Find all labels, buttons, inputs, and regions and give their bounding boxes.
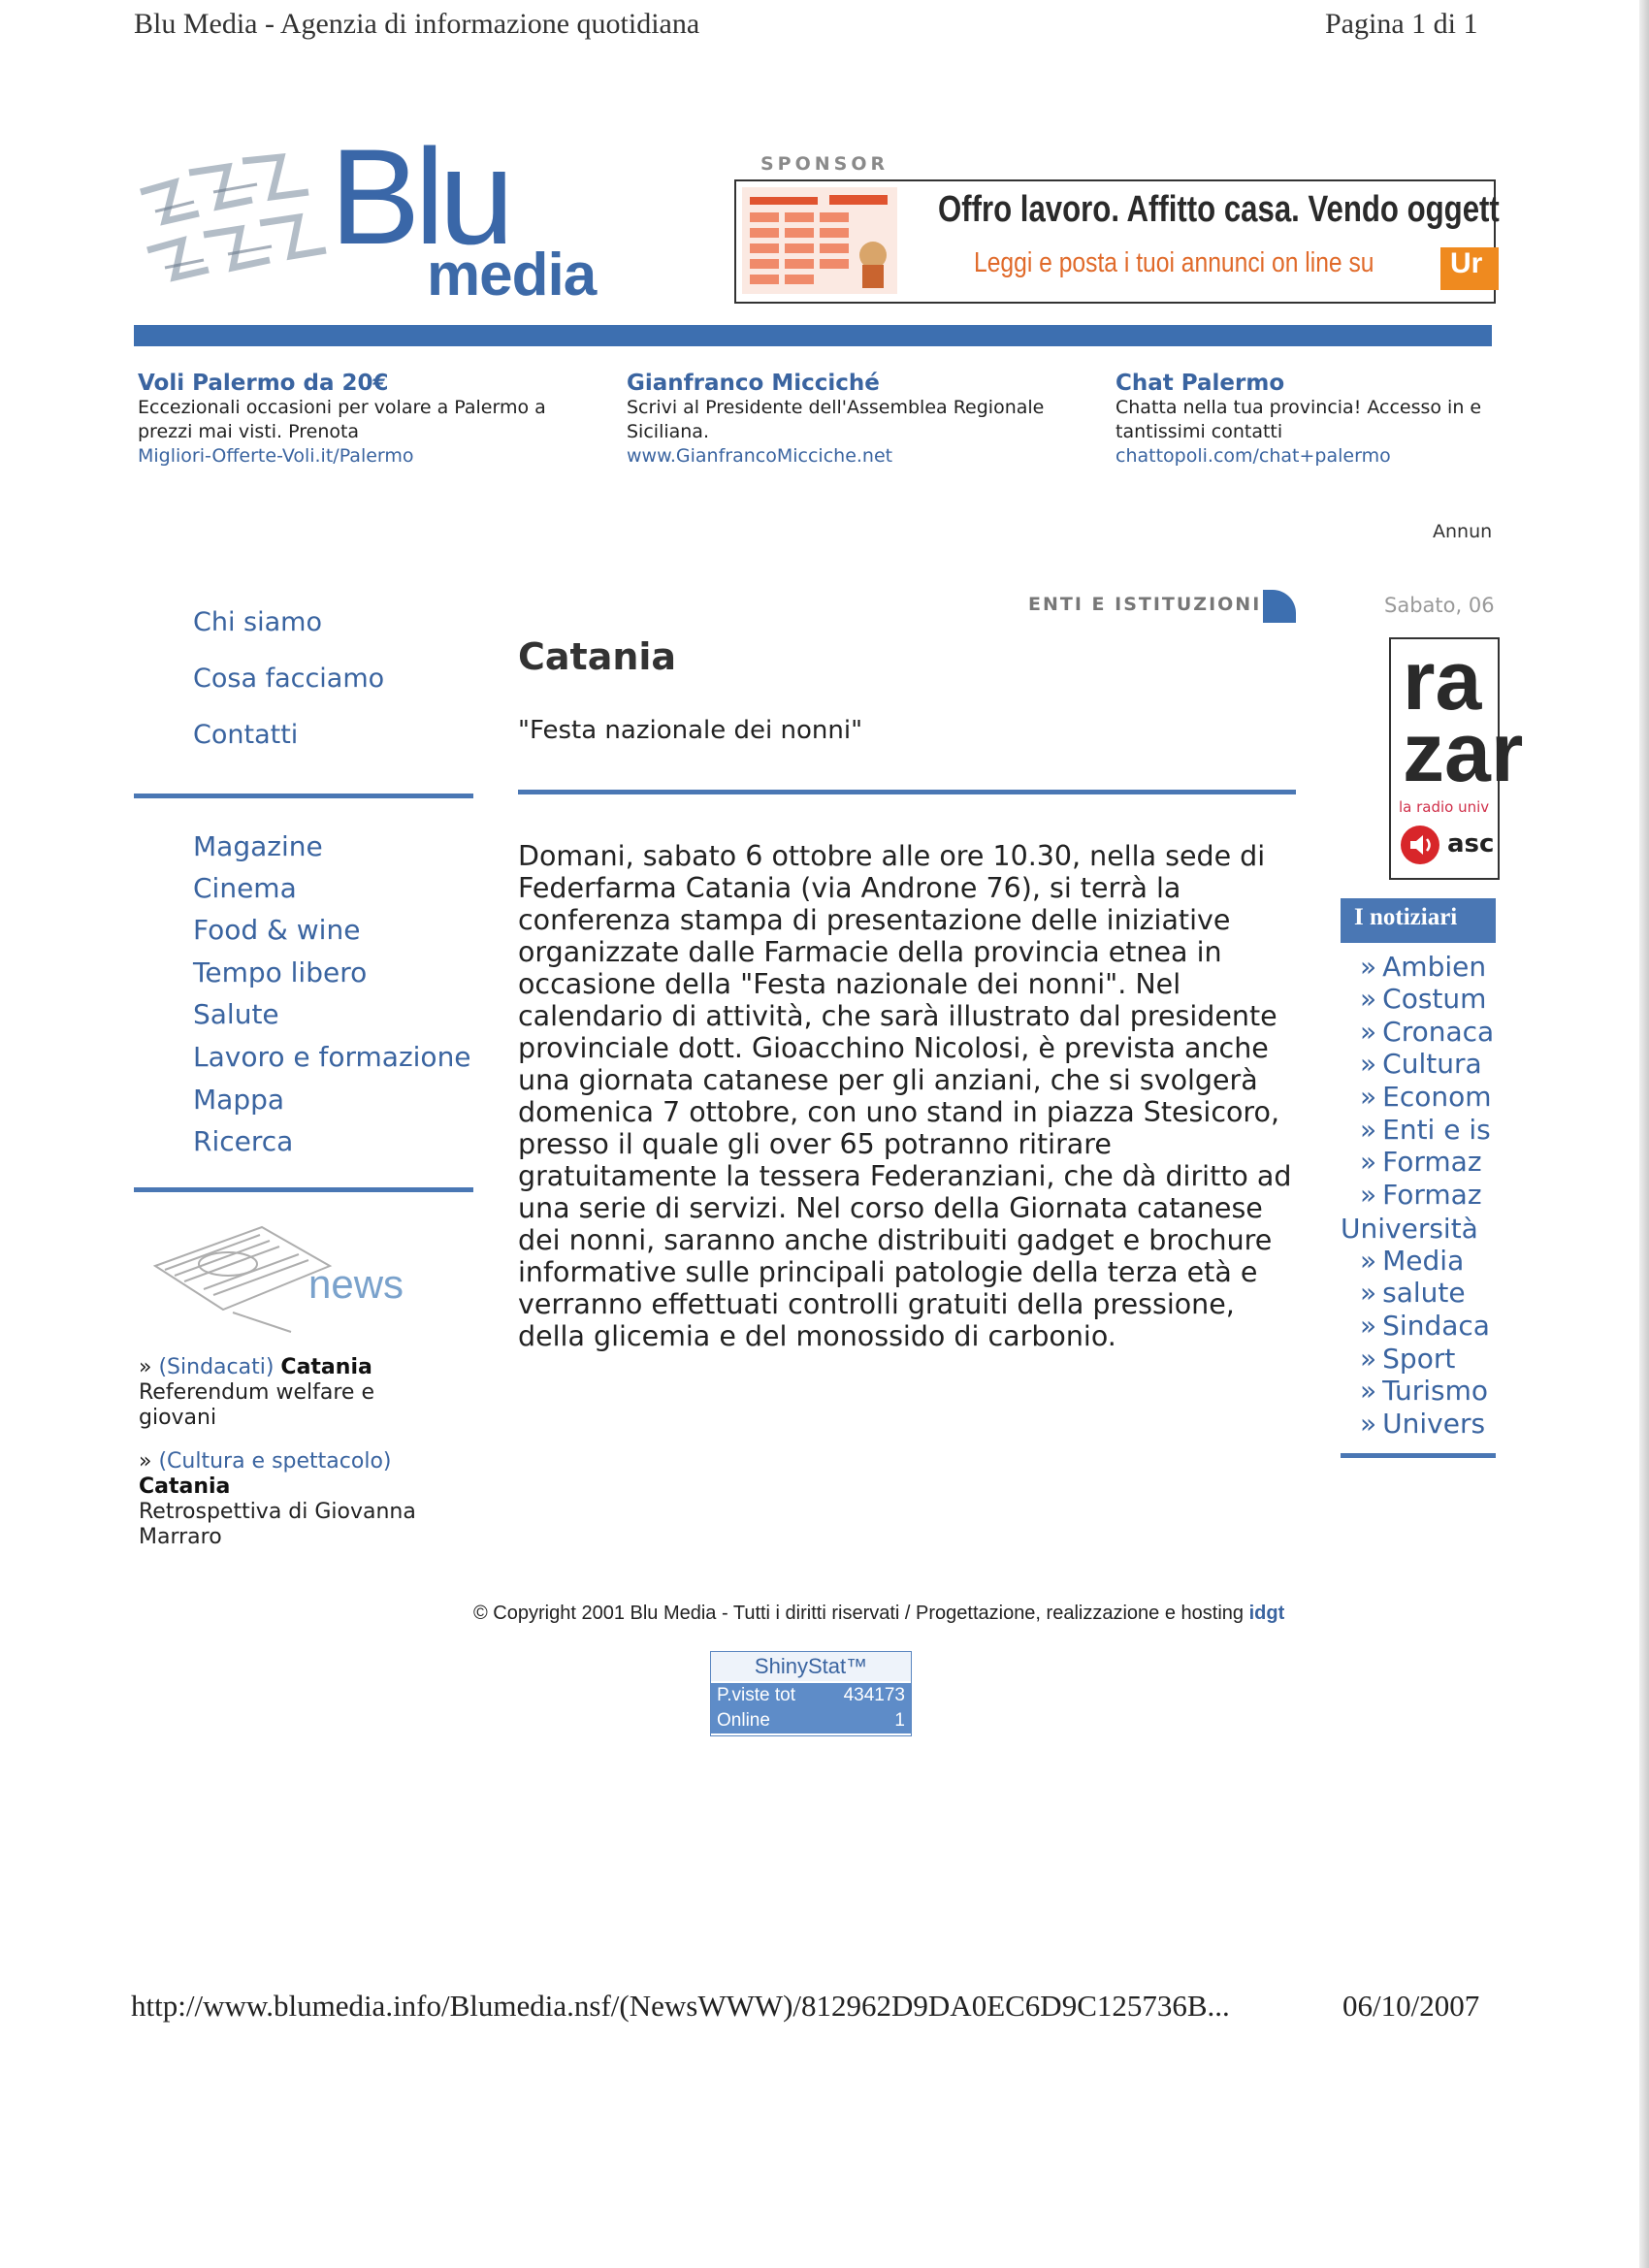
copyright-text: © Copyright 2001 Blu Media - Tutti i diritti riservati / Progettazione, realizzazione e hosting [473,1603,1245,1624]
news-item[interactable] [139,1449,449,1548]
notiziari-divider [1341,1453,1496,1458]
nav-lavoro-formazione[interactable]: Lavoro e formazione [193,1041,471,1073]
views-value: 434173 [843,1685,905,1705]
notiziari-link[interactable]: » Cultura [1360,1048,1482,1080]
notiziari-link-wrap[interactable]: Università [1341,1213,1478,1245]
news-category[interactable]: (Sindacati) [158,1355,275,1379]
nav-ricerca[interactable]: Ricerca [193,1125,294,1157]
nav-mappa[interactable]: Mappa [193,1084,285,1116]
online-value: 1 [894,1710,905,1731]
notiziari-link[interactable]: » salute [1360,1277,1466,1309]
online-label: Online [717,1710,770,1731]
counter-views-row [711,1683,911,1708]
nav-cosa-facciamo[interactable]: Cosa facciamo [193,664,385,694]
article-body: Domani, sabato 6 ottobre alle ore 10.30, nella sede di Federfarma Catania (via Androne 76), si terrà la conferenza stampa di presentazione delle iniziative organizzate dalle Farmacie della provincia etnea in occasione della "Festa nazionale dei nonni". Nel calendario di attività, che sarà illustrato dal presidente provinciale dott. Gioacchino Nicolosi, è prevista anche una giornata catanese per gli anziani, che si svolgerà domenica 7 ottobre, con uno stand in piazza Stesicoro, presso il quale gli over 65 potranno ritirare gratuitamente la tessera Federanziani, che dà diritto ad una serie di servizi. Nel corso della Giornata catanese dei nonni, saranno anche distribuiti gadget e brochure informative sulle principali patologie della terza età e verranno effettuati controlli gratuiti della pressione, della glicemia e del monossido di carbonio. [518,840,1292,1352]
notiziari-link[interactable]: » Univers [1360,1408,1486,1440]
print-footer-date: 06/10/2007 [1342,1989,1480,2023]
views-label: P.viste tot [717,1685,795,1705]
notiziari-link[interactable]: » Sindaca [1360,1310,1490,1342]
sponsor-headline: Offro lavoro. Affitto casa. Vendo oggett [938,189,1500,230]
ad-url[interactable]: Migliori-Offerte-Voli.it/Palermo [138,445,414,467]
news-arrow: » [139,1449,152,1474]
notiziari-link[interactable]: » Media [1360,1245,1465,1277]
news-category[interactable]: (Cultura e spettacolo) [158,1449,392,1474]
copyright-notice [473,1603,1284,1625]
sponsor-brand-badge: Ur [1440,247,1499,290]
notiziari-heading: I notiziari [1341,898,1496,943]
blumedia-logo[interactable] [136,120,640,308]
radio-listen-label[interactable]: asc [1447,829,1495,859]
header-divider-bar [134,325,1492,346]
ad-url[interactable]: chattopoli.com/chat+palermo [1116,445,1391,467]
nav-chi-siamo[interactable]: Chi siamo [193,607,322,637]
notiziari-link[interactable]: » Formaz [1360,1146,1482,1178]
newspaper-icon [146,1208,466,1334]
radio-logo-text [1403,634,1524,799]
ad-title[interactable]: Chat Palermo [1116,371,1285,396]
notiziari-link[interactable]: » Formaz [1360,1179,1482,1211]
article-subtitle: "Festa nazionale dei nonni" [518,716,863,745]
news-city[interactable]: Catania [139,1474,231,1499]
print-header-title: Blu Media - Agenzia di informazione quotidiana [134,8,700,40]
current-date: Sabato, 06 [1384,594,1495,617]
notiziari-link[interactable]: » Ambien [1360,951,1487,983]
print-footer-url: http://www.blumedia.info/Blumedia.nsf/(NewsWWW)/812962D9DA0EC6D9C125736B... [131,1989,1230,2023]
notiziari-link[interactable]: » Econom [1360,1081,1492,1113]
ad-title[interactable]: Gianfranco Micciché [627,371,880,396]
ad-title[interactable]: Voli Palermo da 20€ [138,371,389,396]
radio-banner[interactable] [1389,634,1524,880]
notiziari-link[interactable]: » Turismo [1360,1375,1489,1407]
ad-description: Chatta nella tua provincia! Accesso in e tantissimi contatti [1116,397,1482,442]
nav-contatti[interactable]: Contatti [193,720,299,750]
news-text[interactable]: Referendum welfare e giovani [139,1380,374,1430]
news-city[interactable]: Catania [280,1355,372,1379]
news-text[interactable]: Retrospettiva di Giovanna Marraro [139,1500,416,1549]
sponsor-banner[interactable] [734,179,1500,304]
notiziari-link[interactable]: » Costum [1360,983,1487,1015]
ad-description: Eccezionali occasioni per volare a Palermo a prezzi mai visti. Prenota [138,397,546,442]
nav-salute[interactable]: Salute [193,998,279,1030]
notiziari-link[interactable]: » Enti e is [1360,1114,1491,1146]
speaker-icon[interactable] [1401,826,1439,864]
counter-online-row [711,1708,911,1733]
classifieds-thumbnail-icon [742,187,897,294]
notiziari-link[interactable]: » Cronaca [1360,1016,1495,1048]
text-ad-2[interactable] [627,371,1083,469]
article-divider [518,790,1296,794]
article-title: Catania [518,635,677,678]
nav-divider [134,794,473,798]
ads-by-label[interactable]: Annun [1433,521,1493,542]
nav-cinema[interactable]: Cinema [193,872,297,904]
shinystat-counter[interactable] [710,1651,912,1736]
text-ad-1[interactable] [138,371,594,469]
radio-tagline: la radio univ [1399,798,1490,816]
news-heading: news [308,1261,404,1307]
print-page-number: Pagina 1 di 1 [1325,8,1478,40]
text-ad-3[interactable] [1116,371,1492,469]
logo-blu-text: Blu [330,120,509,273]
notiziari-link[interactable]: » Sport [1360,1343,1456,1375]
radio-logo-line2: zar [1403,706,1524,799]
ad-url[interactable]: www.GianfrancoMicciche.net [627,445,893,467]
hosting-brand-link[interactable]: idgt [1248,1603,1285,1624]
nav-magazine[interactable]: Magazine [193,830,323,862]
news-item[interactable] [139,1355,449,1431]
shinystat-logo: ShinyStat™ [711,1652,911,1681]
sponsor-label: SPONSOR [760,153,889,175]
logo-graphic-icon [136,153,330,299]
logo-media-text: media [427,242,597,308]
ad-description: Scrivi al Presidente dell'Assemblea Regionale Siciliana. [627,397,1045,442]
scan-edge [1639,0,1649,2268]
nav-divider [134,1187,473,1192]
radio-logo-line1: ra [1403,634,1482,728]
nav-food-wine[interactable]: Food & wine [193,914,361,946]
section-flag-icon [1263,590,1296,623]
sponsor-subline: Leggi e posta i tuoi annunci on line su [974,247,1374,278]
nav-tempo-libero[interactable]: Tempo libero [193,956,368,988]
news-arrow: » [139,1355,152,1379]
section-tag[interactable]: ENTI E ISTITUZIONI [1028,594,1262,615]
